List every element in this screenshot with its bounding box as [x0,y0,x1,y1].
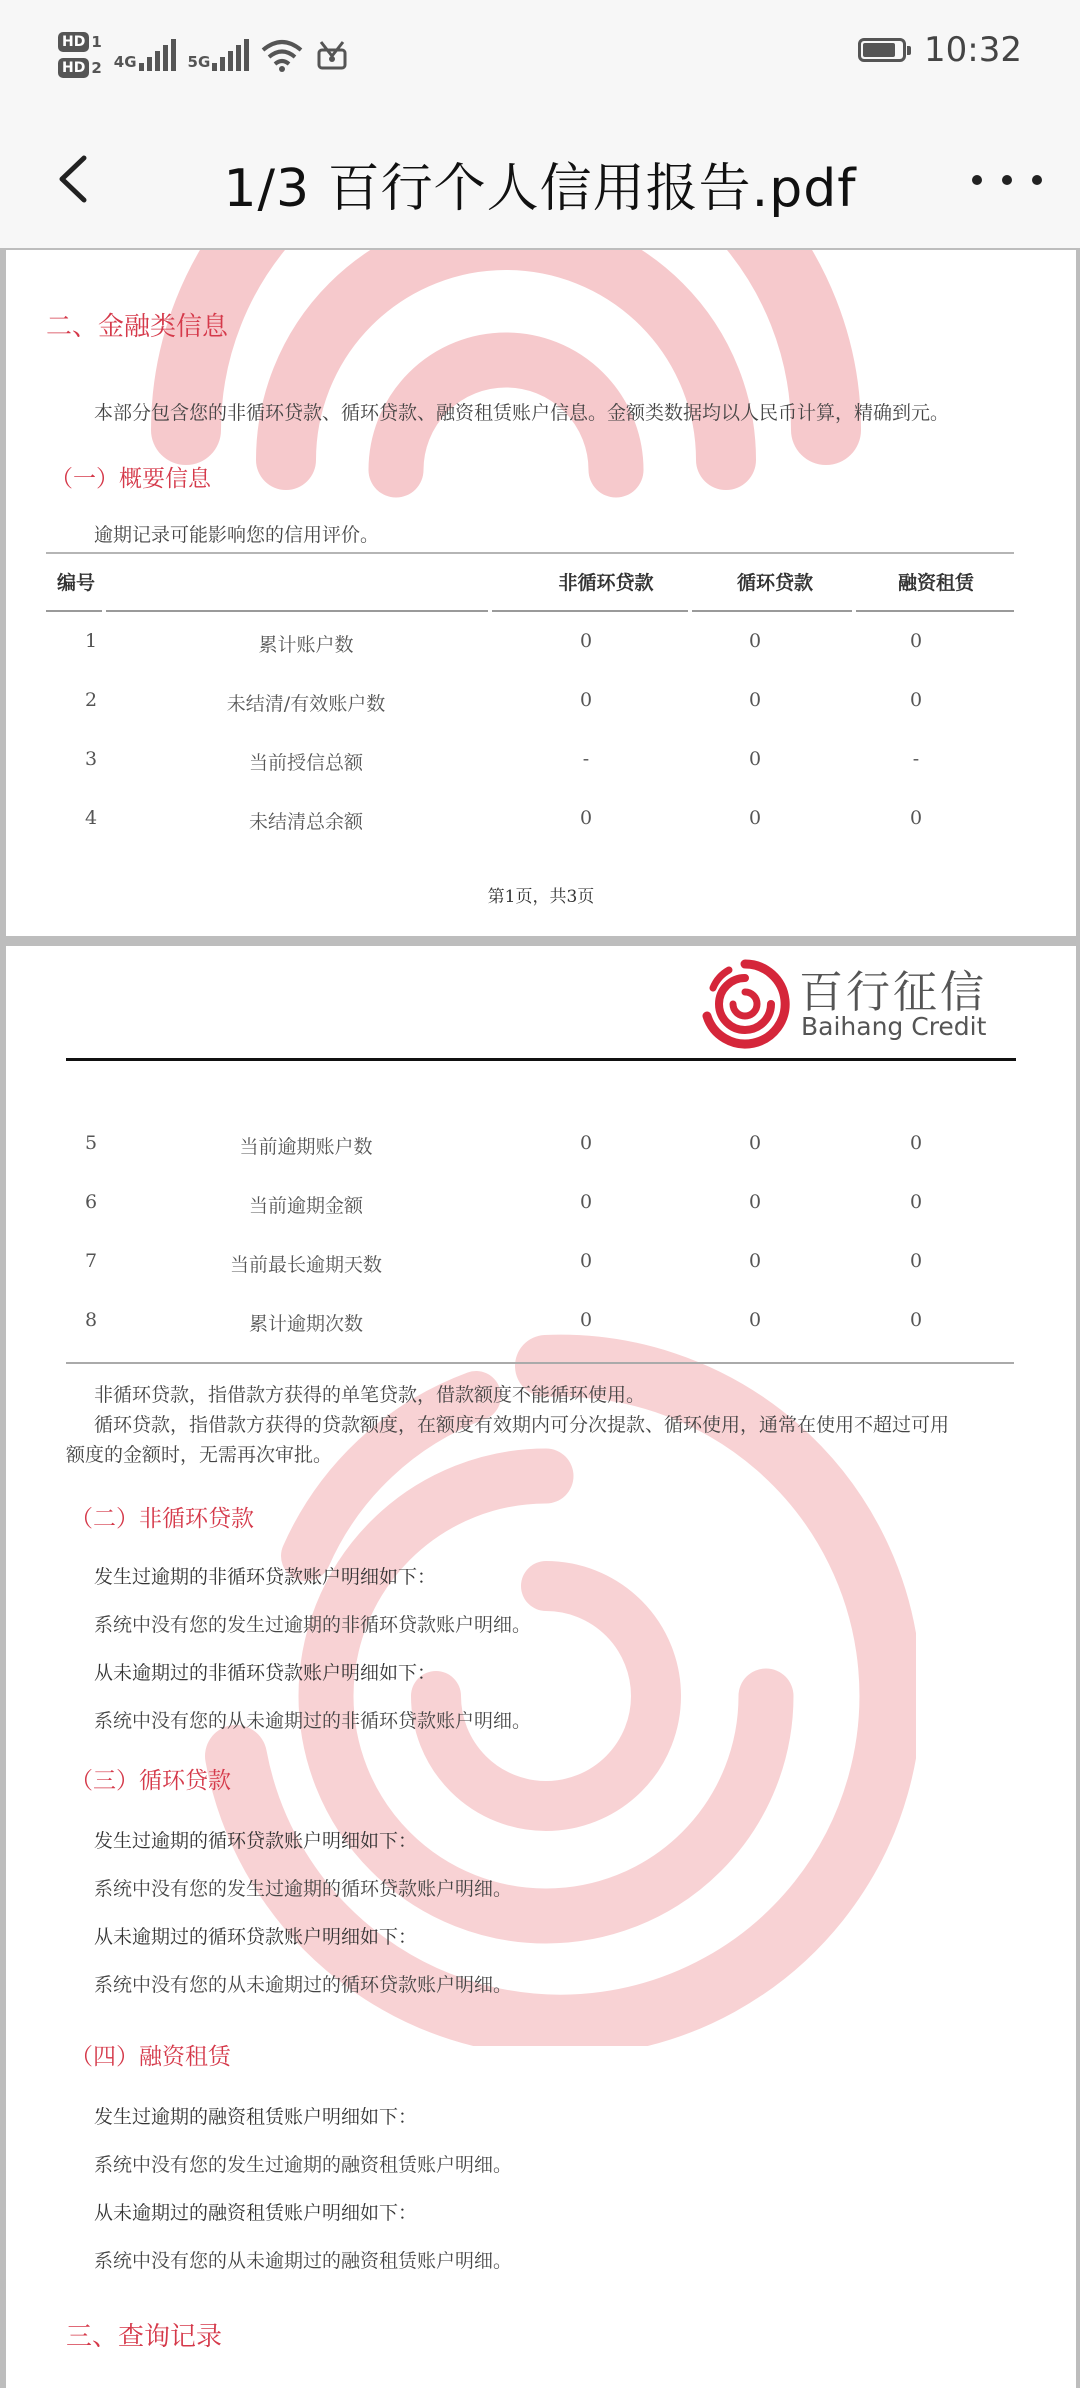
nonrevolving-clean-empty: 系统中没有您的从未逾期过的非循环贷款账户明细。 [94,1710,532,1732]
row-leasing-value: 0 [909,807,923,829]
row-leasing-value: 0 [909,1250,923,1272]
table-header-nonrevolving: 非循环贷款 [558,572,654,594]
battery-icon [858,38,906,62]
row-leasing-value: - [912,748,920,770]
row-nonrevolving-value: 0 [579,630,593,652]
revolving-overdue-empty: 系统中没有您的发生过逾期的循环贷款账户明细。 [94,1878,513,1900]
sim-1-number: 1 [91,33,102,51]
baihang-logo-icon [699,958,791,1050]
nonrevolving-overdue-heading: 发生过逾期的非循环贷款账户明细如下： [94,1566,437,1588]
row-index: 8 [84,1309,98,1331]
section-financial-info-title: 二、金融类信息 [46,312,229,342]
row-item-label: 未结清/有效账户数 [226,693,386,715]
sim-2-number: 2 [91,59,102,77]
row-nonrevolving-value: - [582,748,590,770]
row-leasing-value: 0 [909,1132,923,1154]
row-nonrevolving-value: 0 [579,1132,593,1154]
row-item-label: 未结清总余额 [248,811,363,833]
revolving-clean-heading: 从未逾期过的循环贷款账户明细如下： [94,1926,418,1948]
signal-4g [114,39,176,71]
row-leasing-value: 0 [909,1191,923,1213]
watermark-swirl-icon [126,250,886,690]
row-nonrevolving-value: 0 [579,689,593,711]
table-top-border [46,552,1014,554]
row-item-label: 当前逾期账户数 [239,1136,373,1158]
row-leasing-value: 0 [909,689,923,711]
pdf-page-1[interactable] [6,250,1076,936]
row-revolving-value: 0 [748,630,762,652]
signal-bars-icon [212,39,249,71]
row-index: 1 [84,630,98,652]
leasing-overdue-heading: 发生过逾期的融资租赁账户明细如下： [94,2106,418,2128]
definition-revolving-line1: 循环贷款，指借款方获得的贷款额度，在额度有效期内可分次提款、循环使用，通常在使用不超过可用 [94,1414,950,1436]
hd-badge-1: HD [58,32,89,52]
overdue-note: 逾期记录可能影响您的信用评价。 [94,524,380,546]
revolving-overdue-heading: 发生过逾期的循环贷款账户明细如下： [94,1830,418,1852]
row-index: 5 [84,1132,98,1154]
row-item-label: 累计逾期次数 [248,1313,363,1335]
row-revolving-value: 0 [748,1132,762,1154]
status-icons-left [58,20,349,90]
signal-bars-icon [139,39,176,71]
row-item-label: 当前逾期金额 [248,1195,363,1217]
leasing-overdue-empty: 系统中没有您的发生过逾期的融资租赁账户明细。 [94,2154,513,2176]
row-nonrevolving-value: 0 [579,1250,593,1272]
row-revolving-value: 0 [748,807,762,829]
nonrevolving-clean-heading: 从未逾期过的非循环贷款账户明细如下： [94,1662,437,1684]
dual-sim-indicator [58,32,102,78]
row-index: 7 [84,1250,98,1272]
nonrevolving-overdue-empty: 系统中没有您的发生过逾期的非循环贷款账户明细。 [94,1614,532,1636]
header-divider [66,1058,1016,1061]
row-nonrevolving-value: 0 [579,807,593,829]
battery-level [863,43,895,57]
table-header-bottom-rule [856,610,1014,612]
table-header-revolving: 循环贷款 [736,572,813,594]
app-bar [0,110,1080,248]
row-index: 3 [84,748,98,770]
summary-subtitle: （一）概要信息 [50,466,211,492]
row-nonrevolving-value: 0 [579,1309,593,1331]
signal-5g [188,39,250,71]
revolving-clean-empty: 系统中没有您的从未逾期过的循环贷款账户明细。 [94,1974,513,1996]
nonrevolving-section-title: （二）非循环贷款 [70,1506,254,1532]
leasing-clean-empty: 系统中没有您的从未逾期过的融资租赁账户明细。 [94,2250,513,2272]
table-bottom-rule [66,1362,1014,1364]
hd-badge-2: HD [58,58,89,78]
logo-chinese-name: 百行征信 [799,967,987,1018]
row-leasing-value: 0 [909,1309,923,1331]
query-records-section-title: 三、查询记录 [66,2322,223,2352]
row-revolving-value: 0 [748,1191,762,1213]
page-footer: 第1页，共3页 [487,887,595,907]
table-header-leasing: 融资租赁 [897,572,974,594]
row-revolving-value: 0 [748,689,762,711]
definition-revolving-line2: 额度的金额时，无需再次审批。 [66,1444,333,1466]
definition-nonrevolving: 非循环贷款，指借款方获得的单笔贷款，借款额度不能循环使用。 [94,1384,646,1406]
vpn-icon [315,38,349,72]
section-intro-text: 本部分包含您的非循环贷款、循环贷款、融资租赁账户信息。金额类数据均以人民币计算，精确到元。 [94,402,950,424]
row-revolving-value: 0 [748,1309,762,1331]
row-item-label: 累计账户数 [258,634,354,656]
row-revolving-value: 0 [748,748,762,770]
pdf-page-2[interactable] [6,946,1076,2388]
row-item-label: 当前最长逾期天数 [229,1254,382,1276]
row-index: 6 [84,1191,98,1213]
row-leasing-value: 0 [909,630,923,652]
row-index: 2 [84,689,98,711]
leasing-clean-heading: 从未逾期过的融资租赁账户明细如下： [94,2202,418,2224]
row-item-label: 当前授信总额 [248,752,363,774]
row-index: 4 [84,807,98,829]
document-title: 1/3 百行个人信用报告.pdf [223,159,857,219]
net-type-4g: 4G [113,53,137,71]
more-options-icon[interactable] [972,160,1042,200]
status-icons-right [858,30,1022,70]
table-header-index: 编号 [56,572,95,594]
status-time: 10:32 [924,30,1022,70]
wifi-icon [261,38,303,72]
baihang-logo [699,954,989,1054]
logo-english-name: Baihang Credit [801,1012,987,1041]
leasing-section-title: （四）融资租赁 [70,2044,231,2070]
row-nonrevolving-value: 0 [579,1191,593,1213]
row-revolving-value: 0 [748,1250,762,1272]
net-type-5g: 5G [187,53,211,71]
status-bar [0,0,1080,110]
revolving-section-title: （三）循环贷款 [70,1768,231,1794]
